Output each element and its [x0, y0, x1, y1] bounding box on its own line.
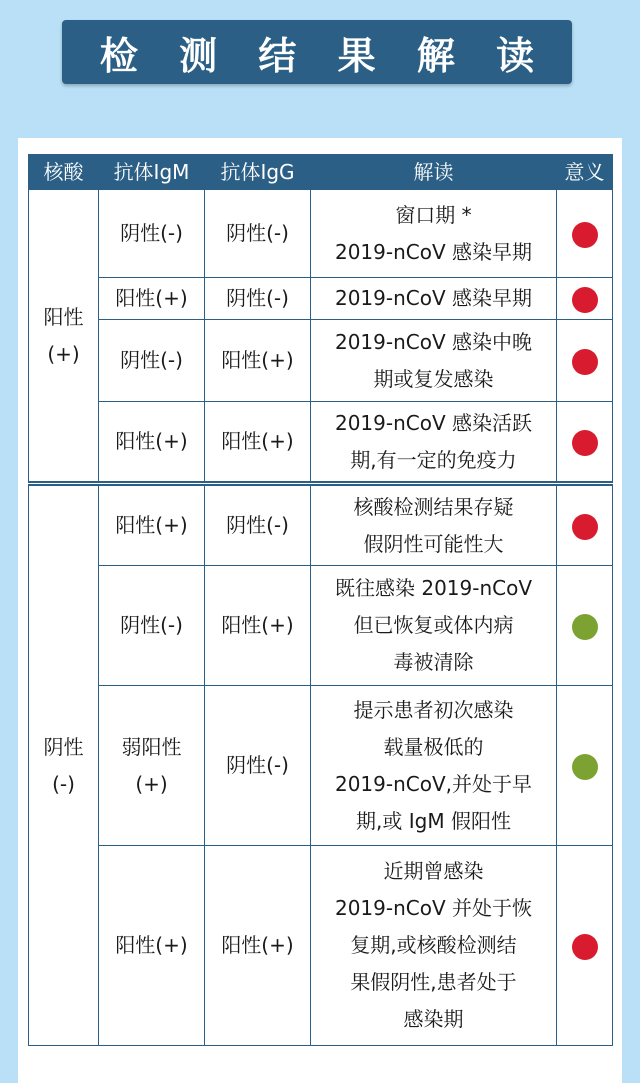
header-cell: 抗体IgG [205, 155, 311, 190]
interpretation-text: 复期,或核酸检测结 [350, 933, 517, 957]
igm-cell [99, 190, 205, 278]
table-row [29, 846, 613, 1046]
nucleic-acid-text: (+) [47, 341, 80, 366]
igm-cell [99, 846, 205, 1046]
red-dot-icon [572, 430, 598, 456]
interpretation-text: 核酸检测结果存疑 [353, 494, 514, 519]
igm-text: 阴性(-) [120, 613, 183, 637]
interpretation-text: 提示患者初次感染 [353, 697, 514, 722]
igm-cell [99, 484, 205, 566]
interpretation-text: 果假阴性,患者处于 [350, 970, 517, 994]
interpretation-text: 感染期 [403, 1007, 464, 1031]
interpretation-text: 毒被清除 [393, 650, 474, 674]
header-row [29, 155, 613, 190]
igm-text: 阴性(-) [120, 221, 183, 245]
igg-cell [205, 320, 311, 402]
significance-cell [557, 278, 613, 320]
table-row [29, 278, 613, 320]
igg-cell [205, 190, 311, 278]
header-cell: 抗体IgM [99, 155, 205, 190]
igg-cell [205, 686, 311, 846]
significance-cell [557, 484, 613, 566]
significance-cell [557, 686, 613, 846]
nucleic-acid-cell [29, 190, 99, 484]
significance-cell [557, 402, 613, 484]
igm-text: 阳性(+) [115, 429, 188, 453]
igg-text: 阳性(+) [221, 933, 294, 957]
green-dot-icon [572, 614, 598, 640]
table-row [29, 320, 613, 402]
interpretation-cell [311, 686, 557, 846]
interpretation-text: 2019-nCoV 感染活跃 [334, 410, 533, 435]
table-row [29, 686, 613, 846]
significance-cell [557, 566, 613, 686]
interpretation-text: 期或复发感染 [373, 366, 494, 391]
red-dot-icon [572, 349, 598, 375]
interpretation-cell [311, 846, 557, 1046]
igg-cell [205, 484, 311, 566]
table-row [29, 484, 613, 566]
interpretation-text: 期,或 IgM 假阳性 [356, 808, 511, 833]
nucleic-acid-text: (-) [52, 771, 75, 796]
interpretation-text: 2019-nCoV 并处于恢 [334, 896, 533, 920]
igg-cell [205, 278, 311, 320]
interpretation-text: 2019-nCoV 感染早期 [334, 239, 533, 264]
interpretation-cell [311, 320, 557, 402]
interpretation-text: 2019-nCoV 感染中晚 [334, 329, 533, 354]
igg-text: 阳性(+) [221, 613, 294, 637]
interpretation-text: 近期曾感染 [383, 859, 484, 883]
igm-text: 阴性(-) [120, 348, 183, 372]
igg-text: 阴性(-) [226, 221, 289, 245]
significance-cell [557, 320, 613, 402]
igg-text: 阳性(+) [221, 429, 294, 453]
interpretation-cell [311, 278, 557, 320]
red-dot-icon [572, 287, 598, 313]
igm-text: 阳性(+) [115, 513, 188, 537]
interpretation-cell [311, 484, 557, 566]
igg-text: 阳性(+) [221, 348, 294, 372]
nucleic-acid-text: 阴性 [43, 734, 84, 759]
red-dot-icon [572, 222, 598, 248]
interpretation-text: 但已恢复或体内病 [353, 613, 514, 637]
interpretation-text: 期,有一定的免疫力 [350, 447, 517, 472]
title-banner [62, 20, 572, 84]
igm-text: 弱阳性 [121, 734, 182, 759]
igm-cell [99, 320, 205, 402]
interpretation-text: 载量极低的 [383, 734, 484, 759]
table-row [29, 566, 613, 686]
header-cell: 核酸 [29, 155, 99, 190]
igm-text: 阳性(+) [115, 286, 188, 310]
interpretation-cell [311, 566, 557, 686]
interpretation-text: 2019-nCoV,并处于早 [334, 771, 533, 796]
table-row [29, 190, 613, 278]
red-dot-icon [572, 934, 598, 960]
igm-text: 阳性(+) [115, 933, 188, 957]
igm-cell [99, 566, 205, 686]
results-table [28, 154, 613, 1046]
igm-cell [99, 278, 205, 320]
interpretation-text: 2019-nCoV 感染早期 [334, 286, 533, 310]
igg-cell [205, 846, 311, 1046]
nucleic-acid-cell [29, 484, 99, 1046]
igg-text: 阴性(-) [226, 513, 289, 537]
igm-text: (+) [135, 771, 168, 796]
nucleic-acid-text: 阳性 [43, 304, 84, 329]
interpretation-cell [311, 402, 557, 484]
igg-cell [205, 566, 311, 686]
significance-cell [557, 190, 613, 278]
interpretation-text: 既往感染 2019-nCoV [334, 576, 533, 600]
igg-text: 阴性(-) [226, 286, 289, 310]
red-dot-icon [572, 514, 598, 540]
page-title: 检 测 结 果 解 读 [99, 33, 549, 78]
interpretation-text: 窗口期 * [395, 202, 472, 227]
table-row [29, 402, 613, 484]
interpretation-cell [311, 190, 557, 278]
header-cell: 解读 [311, 155, 557, 190]
green-dot-icon [572, 754, 598, 780]
igm-cell [99, 686, 205, 846]
interpretation-text: 假阴性可能性大 [363, 531, 504, 556]
igm-cell [99, 402, 205, 484]
header-cell: 意义 [557, 155, 613, 190]
igg-cell [205, 402, 311, 484]
results-card [18, 138, 622, 1083]
igg-text: 阴性(-) [226, 753, 289, 777]
significance-cell [557, 846, 613, 1046]
